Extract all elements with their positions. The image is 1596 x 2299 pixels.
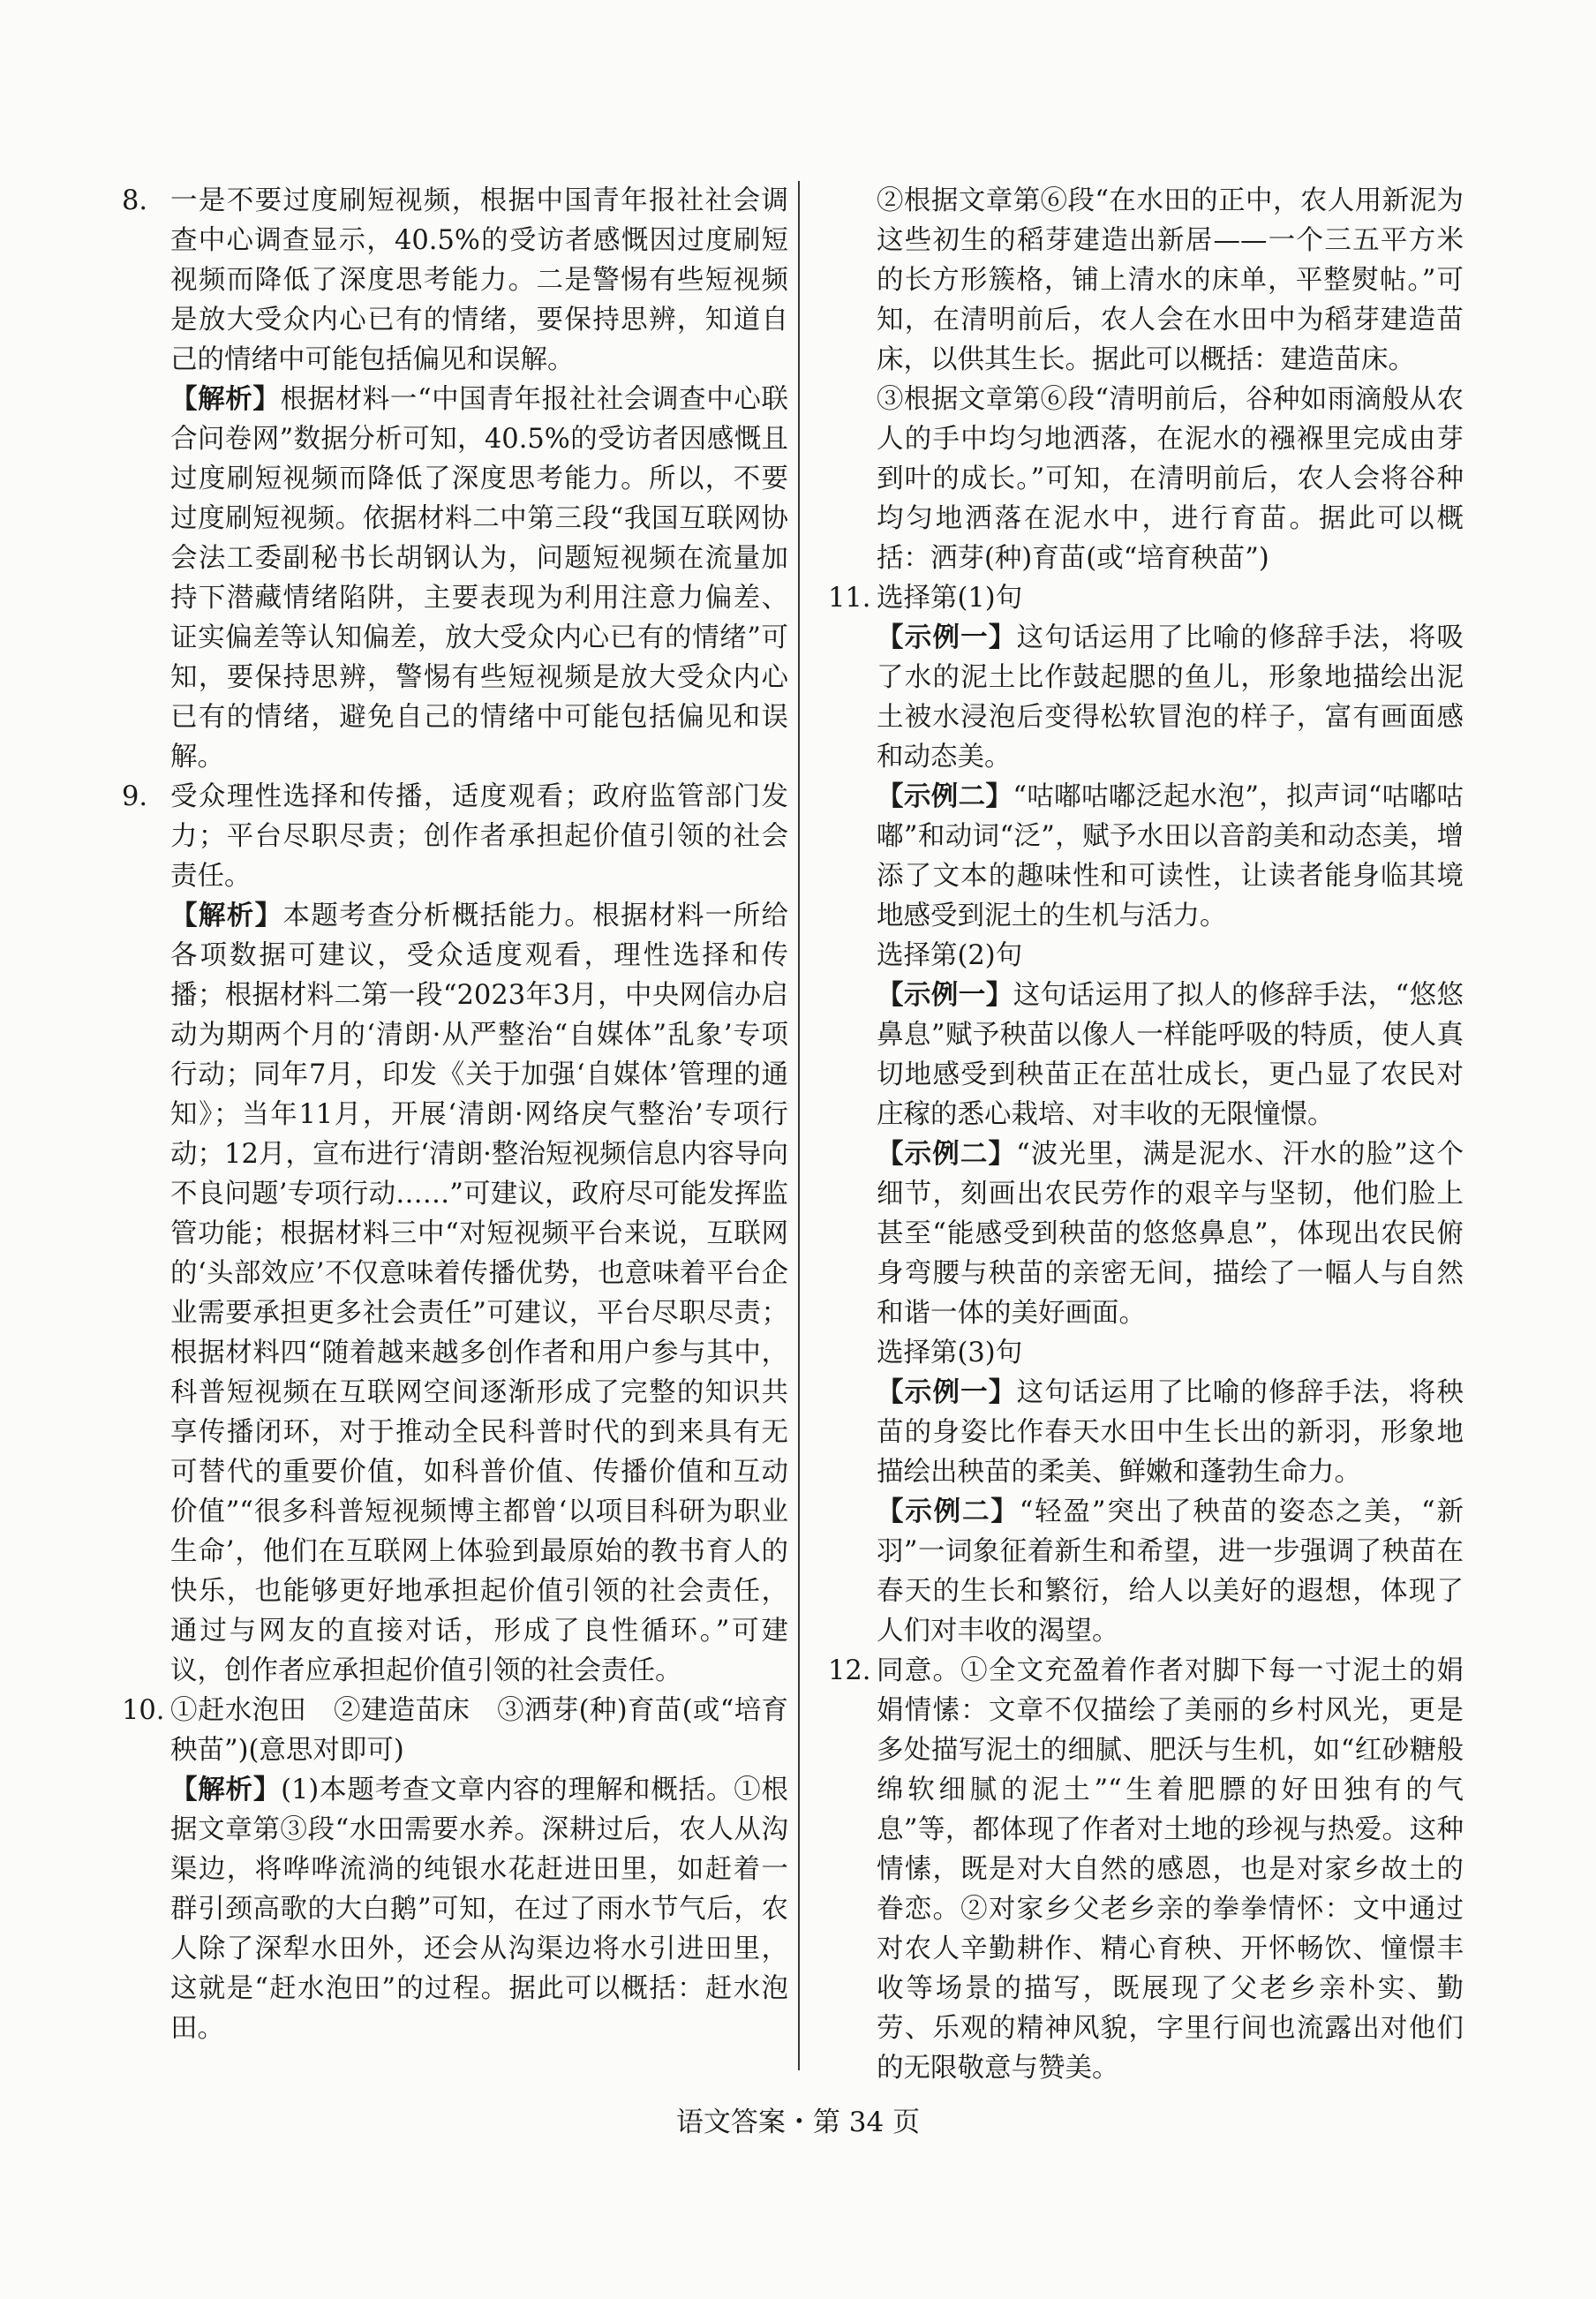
example-text: “咕嘟咕嘟泛起水泡”，拟声词“咕嘟咕嘟”和动词“泛”，赋予水田以音韵美和动态美，增添了文本的趣味性和可读性，让读者能身临其境地感受到泥土的生机与活力。 — [877, 781, 1464, 931]
example-paragraph — [877, 976, 1464, 1134]
example-tag: 【示例一】 — [877, 979, 1013, 1011]
right-column — [828, 181, 1464, 2088]
example-paragraph — [877, 1373, 1464, 1492]
choice-heading: 选择第(3)句 — [877, 1338, 1023, 1368]
page-footer: 语文答案・第 34 页 — [675, 2107, 921, 2138]
example-tag: 【示例二】 — [877, 1138, 1017, 1170]
question-10 — [122, 1691, 788, 2048]
example-paragraph — [877, 1134, 1464, 1333]
left-column — [122, 181, 788, 2048]
analysis-paragraph — [170, 896, 788, 1691]
example-paragraph — [877, 618, 1464, 777]
analysis-tag: 【解析】 — [170, 1774, 282, 1805]
analysis-paragraph — [170, 380, 788, 777]
analysis-text: 本题考查分析概括能力。根据材料一所给各项数据可建议，受众适度观看，理性选择和传播；根据材料二第一段“2023年3月，中央网信办启动为期两个月的‘清朗·从严整治“自媒体”乱象’专项行动；同年7月，印发《关于加强‘自媒体’管理的通知》；当年11月，开展‘清朗·网络戾气整治’专项行动；12月，宣布进行‘清朗·整治短视频信息内容导向不良问题’专项行动……”可建议，政府尽可能发挥监管功能；根据材料三中“对短视频平台来说，互联网的‘头部效应’不仅意味着传播优势，也意味着平台企业需要承担更多社会责任”可建议，平台尽职尽责；根据材料四“随着越来越多创作者和用户参与其中，科普短视频在互联网空间逐渐形成了完整的知识共享传播闭环，对于推动全民科普时代的到来具有无可替代的重要价值，如科普价值、传播价值和互动价值”“很多科普短视频博主都曾‘以项目科研为职业生命’，他们在互联网上体验到最原始的教书育人的快乐，也能够更好地承担起价值引领的社会责任，通过与网友的直接对话，形成了良性循环。”可建议，创作者应承担起价值引领的社会责任。 — [170, 901, 789, 1686]
choice-heading: 选择第(1)句 — [877, 583, 1023, 614]
answer-text: 同意。①全文充盈着作者对脚下每一寸泥土的娟娟情愫：文章不仅描绘了美丽的乡村风光，更是多处描写泥土的细腻、肥沃与生机，如“红砂糖般绵软细腻的泥土”“生着肥膘的好田独有的气息”等，都体现了作者对土地的珍视与热爱。这种情愫，既是对大自然的感恩，也是对家乡故土的眷恋。②对家乡父老乡亲的拳拳情怀：文中通过对农人辛勤耕作、精心育秧、开怀畅饮、憧憬丰收等场景的描写，既展现了父老乡亲朴实、勤劳、乐观的精神风貌，字里行间也流露出对他们的无限敬意与赞美。 — [877, 1655, 1464, 2084]
question-number: 10. — [122, 1695, 165, 1726]
example-tag: 【示例一】 — [877, 1376, 1017, 1408]
question-number: 8. — [122, 185, 148, 216]
analysis-text: 根据材料一“中国青年报社社会调查中心联合问卷网”数据分析可知，40.5%的受访者因感慨且过度刷短视频而降低了深度思考能力。所以，不要过度刷短视频。依据材料二中第三段“我国互联网协会法工委副秘书长胡钢认为，问题短视频在流量加持下潜藏情绪陷阱，主要表现为利用注意力偏差、证实偏差等认知偏差，放大受众内心已有的情绪”可知，要保持思辨，警惕有些短视频是放大受众内心已有的情绪，避免自己的情绪中可能包括偏见和误解。 — [170, 384, 788, 773]
example-tag: 【示例二】 — [877, 780, 1013, 812]
question-number: 11. — [828, 583, 871, 614]
answer-text: ①赶水泡田 ②建造苗床 ③洒芽(种)育苗(或“培育秧苗”)(意思对即可) — [170, 1695, 788, 1766]
answer-text: 受众理性选择和传播，适度观看；政府监管部门发力；平台尽职尽责；创作者承担起价值引领的社会责任。 — [170, 781, 788, 892]
example-text: “波光里，满是泥水、汗水的脸”这个细节，刻画出农民劳作的艰辛与坚韧，他们脸上甚至“能感受到秧苗的悠悠鼻息”，体现出农民俯身弯腰与秧苗的亲密无间，描绘了一幅人与自然和谐一体的美好画面。 — [877, 1139, 1464, 1329]
column-divider — [798, 181, 800, 2070]
analysis-paragraph — [170, 1770, 788, 2048]
choice-heading: 选择第(2)句 — [877, 940, 1023, 971]
q10-point-3: ③根据文章第⑥段“清明前后，谷种如雨滴般从农人的手中均匀地洒落，在泥水的襁褓里完成由芽到叶的成长。”可知，在清明前后，农人会将谷种均匀地洒落在泥水中，进行育苗。据此可以概括：洒芽(种)育苗(或“培育秧苗”) — [877, 384, 1464, 574]
example-tag: 【示例一】 — [877, 622, 1017, 653]
example-text: 这句话运用了比喻的修辞手法，将吸了水的泥土比作鼓起腮的鱼儿，形象地描绘出泥土被水浸泡后变得松软冒泡的样子，富有画面感和动态美。 — [877, 622, 1464, 773]
question-8 — [122, 181, 788, 777]
q10-point-2: ②根据文章第⑥段“在水田的正中，农人用新泥为这些初生的稻芽建造出新居——一个三五平方米的长方形簇格，铺上清水的床单，平整熨帖。”可知，在清明前后，农人会在水田中为稻芽建造苗床，以供其生长。据此可以概括：建造苗床。 — [877, 185, 1464, 375]
analysis-tag: 【解析】 — [170, 900, 283, 931]
question-11 — [828, 578, 1464, 1651]
question-12 — [828, 1651, 1464, 2088]
example-text: 这句话运用了比喻的修辞手法，将秧苗的身姿比作春天水田中生长出的新羽，形象地描绘出秧苗的柔美、鲜嫩和蓬勃生命力。 — [877, 1377, 1464, 1488]
example-text: 这句话运用了拟人的修辞手法，“悠悠鼻息”赋予秧苗以像人一样能呼吸的特质，使人真切地感受到秧苗正在茁壮成长，更凸显了农民对庄稼的悉心栽培、对丰收的无限憧憬。 — [877, 980, 1464, 1130]
question-number: 9. — [122, 781, 148, 812]
question-number: 12. — [828, 1655, 871, 1686]
question-9 — [122, 777, 788, 1691]
analysis-tag: 【解析】 — [170, 383, 281, 415]
example-paragraph — [877, 777, 1464, 936]
example-paragraph — [877, 1492, 1464, 1651]
answer-text: 一是不要过度刷短视频，根据中国青年报社社会调查中心调查显示，40.5%的受访者感慨因过度刷短视频而降低了深度思考能力。二是警惕有些短视频是放大受众内心已有的情绪，要保持思辨，知道自己的情绪中可能包括偏见和误解。 — [170, 185, 788, 375]
analysis-text: (1)本题考查文章内容的理解和概括。①根据文章第③段“水田需要水养。深耕过后，农人从沟渠边，将哗哗流淌的纯银水花赶进田里，如赶着一群引颈高歌的大白鹅”可知，在过了雨水节气后，农人除了深犁水田外，还会从沟渠边将水引进田里，这就是“赶水泡田”的过程。据此可以概括：赶水泡田。 — [170, 1775, 789, 2044]
example-tag: 【示例二】 — [877, 1496, 1020, 1527]
example-text: “轻盈”突出了秧苗的姿态之美，“新羽”一词象征着新生和希望，进一步强调了秧苗在春天的生长和繁衍，给人以美好的遐想，体现了人们对丰收的渴望。 — [877, 1496, 1464, 1647]
